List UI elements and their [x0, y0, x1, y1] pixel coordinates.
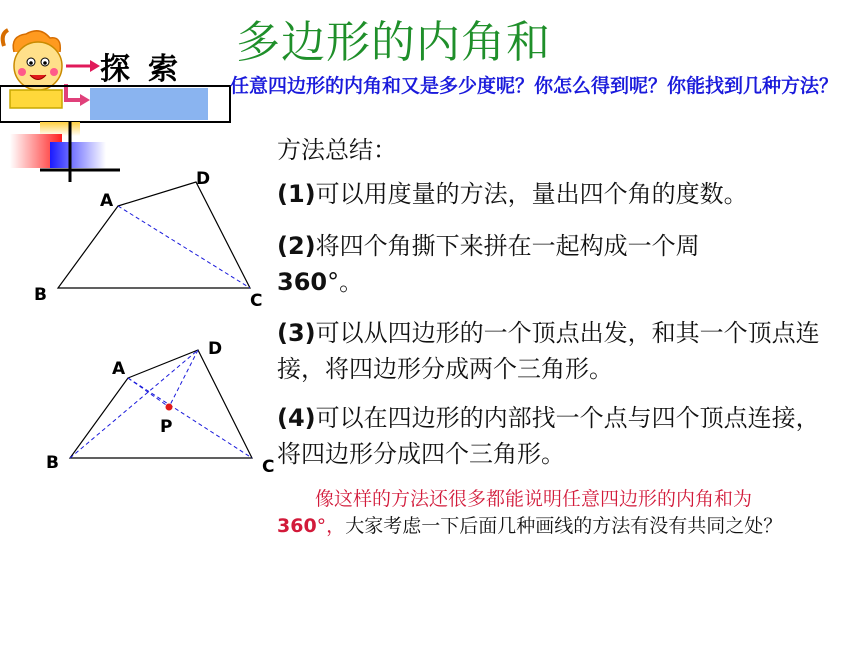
diagonal-ac	[118, 206, 250, 288]
vertex-label-c: C	[250, 291, 263, 311]
arrow-right-icon	[66, 60, 100, 72]
method-3	[277, 315, 837, 387]
quadrilateral-interior-point-figure	[30, 330, 275, 480]
cartoon-face-icon	[3, 30, 62, 90]
quadrilateral-shape	[70, 350, 252, 458]
vertex-label-b: B	[34, 285, 47, 305]
closing-value: 360	[277, 515, 317, 537]
vertex-label-b: B	[46, 453, 59, 473]
summary-heading: 方法总结：	[277, 136, 397, 164]
method-text: 可以从四边形的一个顶点出发，和其一个顶点连接，将四边形分成两个三角形。	[277, 319, 820, 383]
closing-red-text: 像这样的方法还很多都能说明任意四边形的内角和为	[315, 488, 753, 510]
method-number: (3)	[277, 319, 316, 347]
point-label-p: P	[160, 417, 173, 437]
method-text: 可以用度量的方法，量出四个角的度数。	[315, 180, 748, 208]
vertex-label-d: D	[196, 169, 211, 189]
method-text: 将四个角撕下来拼在一起构成一个周	[315, 232, 700, 260]
quadrilateral-diagonal-figure	[30, 160, 270, 310]
page-title: 多边形的内角和	[236, 17, 551, 68]
closing-black-text: 大家考虑一下后面几种画线的方法有没有共同之处？	[345, 515, 783, 537]
method-number: (4)	[277, 404, 316, 432]
method-2	[277, 228, 837, 300]
closing-suffix: °，	[316, 515, 346, 537]
interior-point-p	[166, 404, 173, 411]
yellow-card-icon	[10, 90, 62, 108]
closing-paragraph	[277, 486, 817, 540]
method-4	[277, 400, 837, 472]
vertex-label-a: A	[112, 359, 126, 379]
method-number: (1)	[277, 180, 316, 208]
quadrilateral-shape	[58, 182, 250, 288]
vertex-label-d: D	[208, 339, 223, 359]
explore-label: 探索	[100, 52, 196, 87]
method-1	[277, 176, 837, 212]
question-text: 任意四边形的内角和又是多少度呢？你怎么得到呢？你能找到几种方法？	[230, 75, 839, 97]
angle-suffix: °。	[327, 268, 364, 296]
method-number: (2)	[277, 232, 316, 260]
vertex-label-c: C	[262, 457, 275, 477]
vertex-label-a: A	[100, 191, 114, 211]
angle-value: 360	[277, 268, 328, 296]
method-text: 可以在四边形的内部找一个点与四个顶点连接，将四边形分成四个三角形。	[277, 404, 820, 468]
